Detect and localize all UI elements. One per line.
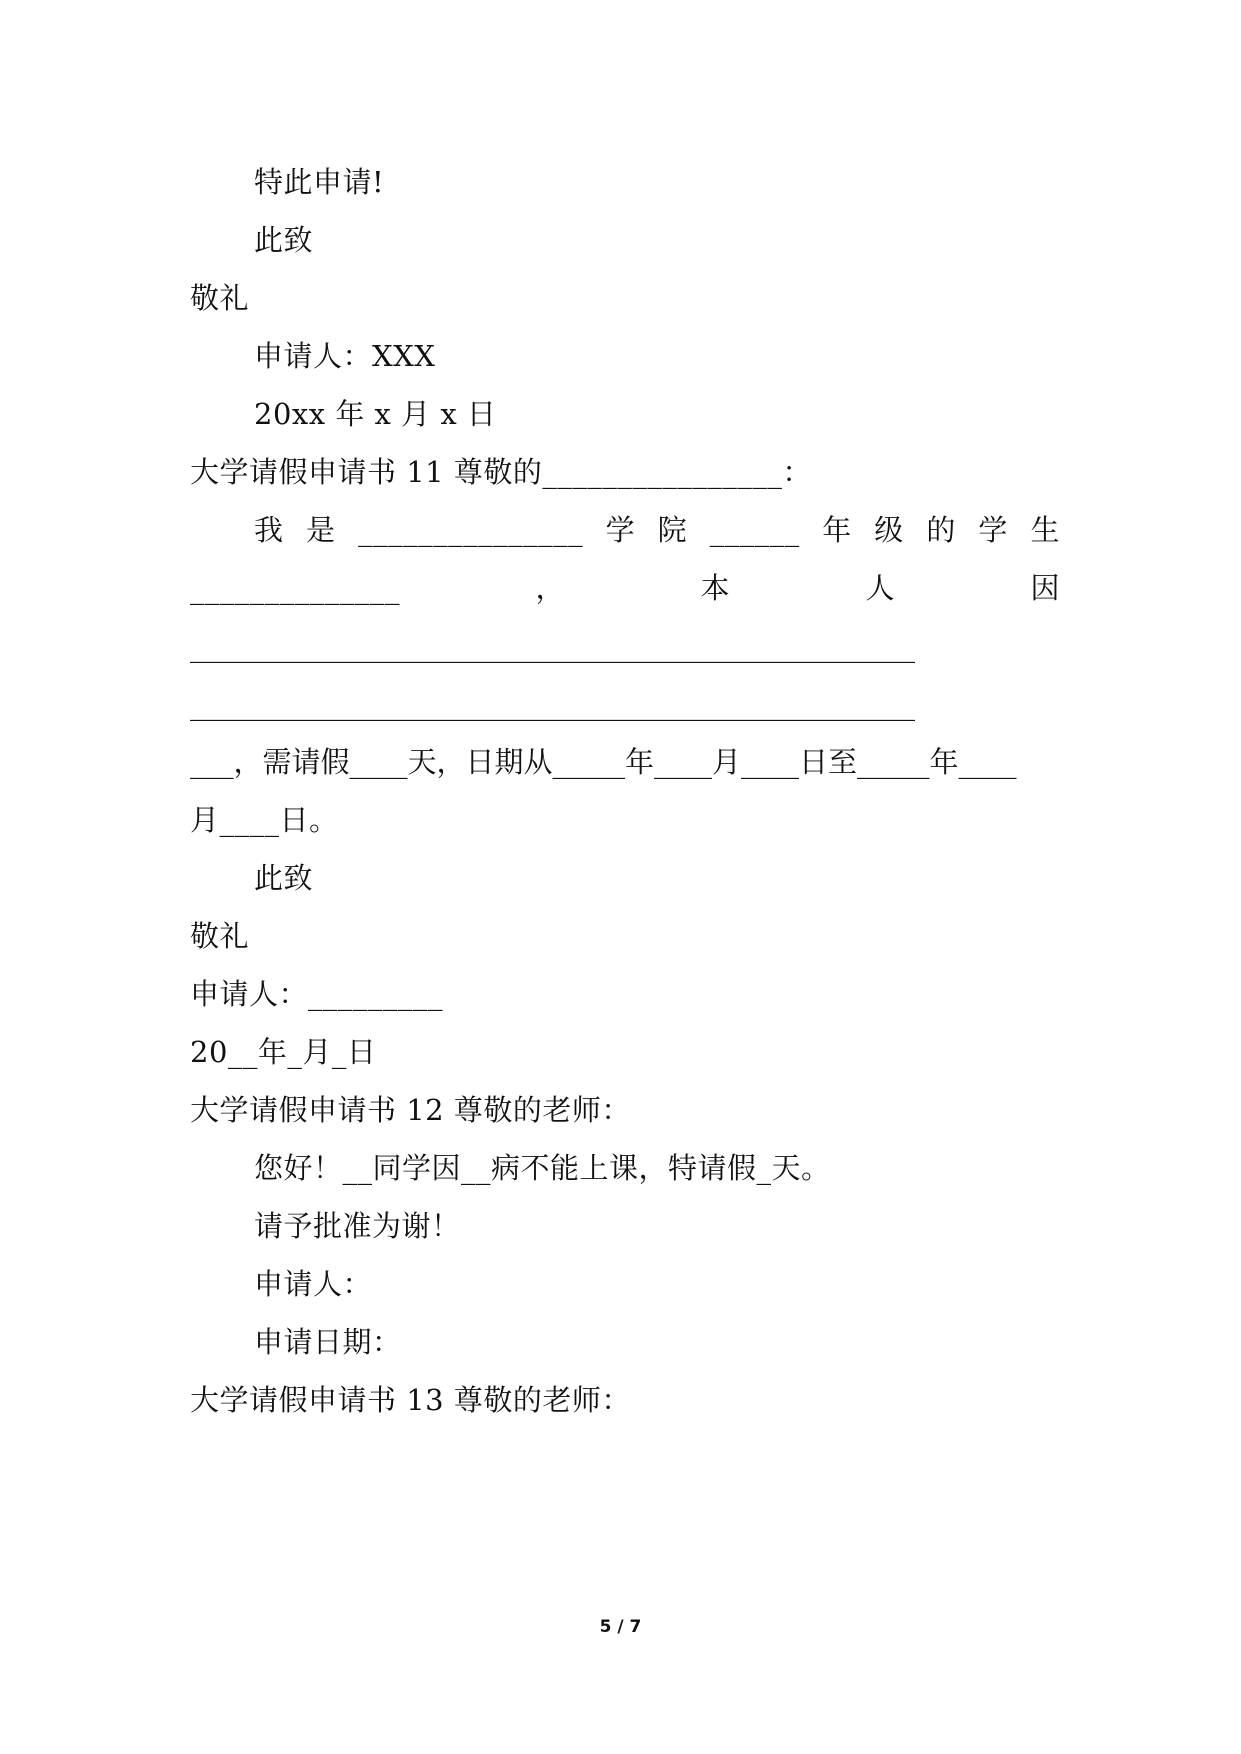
word: 年 <box>822 513 852 547</box>
word: 级 <box>874 513 904 547</box>
word: 人 <box>865 571 895 605</box>
justified-line <box>190 568 1060 608</box>
text-line: 此致 <box>254 223 314 257</box>
text-line: ___，需请假____天，日期从_____年____月____日至_____年____ <box>190 745 1017 779</box>
text-line: 申请人：XXX <box>254 339 436 373</box>
blank: ______ <box>709 513 800 547</box>
word: 因 <box>1030 571 1060 605</box>
text-line: 申请日期： <box>254 1325 402 1359</box>
section-heading: 大学请假申请书 13 尊敬的老师： <box>190 1383 631 1417</box>
word: 学 <box>978 513 1008 547</box>
word: 生 <box>1030 513 1060 547</box>
word: 我 <box>254 513 284 547</box>
blank: ______________ <box>190 571 400 605</box>
blank-line: __________________________________________________ <box>190 687 915 721</box>
justified-line <box>254 510 1060 550</box>
text-line: 请予批准为谢！ <box>254 1209 461 1243</box>
text-line: 您好！__同学因__病不能上课，特请假_天。 <box>254 1151 831 1185</box>
text-line: 敬礼 <box>190 919 250 953</box>
text-line: 申请人：_________ <box>190 977 444 1011</box>
word: 的 <box>926 513 956 547</box>
word: 学 <box>605 513 636 547</box>
text-line: 敬礼 <box>190 281 250 315</box>
blank: _______________ <box>358 513 584 547</box>
text-line: 月____日。 <box>190 803 339 837</box>
text-line: 特此申请! <box>254 165 385 199</box>
blank-line: __________________________________________________ <box>190 629 915 663</box>
text-line: 此致 <box>254 861 314 895</box>
text-line: 20__年_月_日 <box>190 1035 377 1069</box>
word: 本 <box>700 571 730 605</box>
section-heading: 大学请假申请书 12 尊敬的老师： <box>190 1093 631 1127</box>
word: ， <box>535 571 565 605</box>
text-line: 申请人： <box>254 1267 373 1301</box>
word: 院 <box>657 513 688 547</box>
page-number: 5 / 7 <box>599 1617 642 1637</box>
word: 是 <box>306 513 336 547</box>
section-heading: 大学请假申请书 11 尊敬的________________： <box>190 455 812 489</box>
text-line: 20xx 年 x 月 x 日 <box>254 397 497 431</box>
